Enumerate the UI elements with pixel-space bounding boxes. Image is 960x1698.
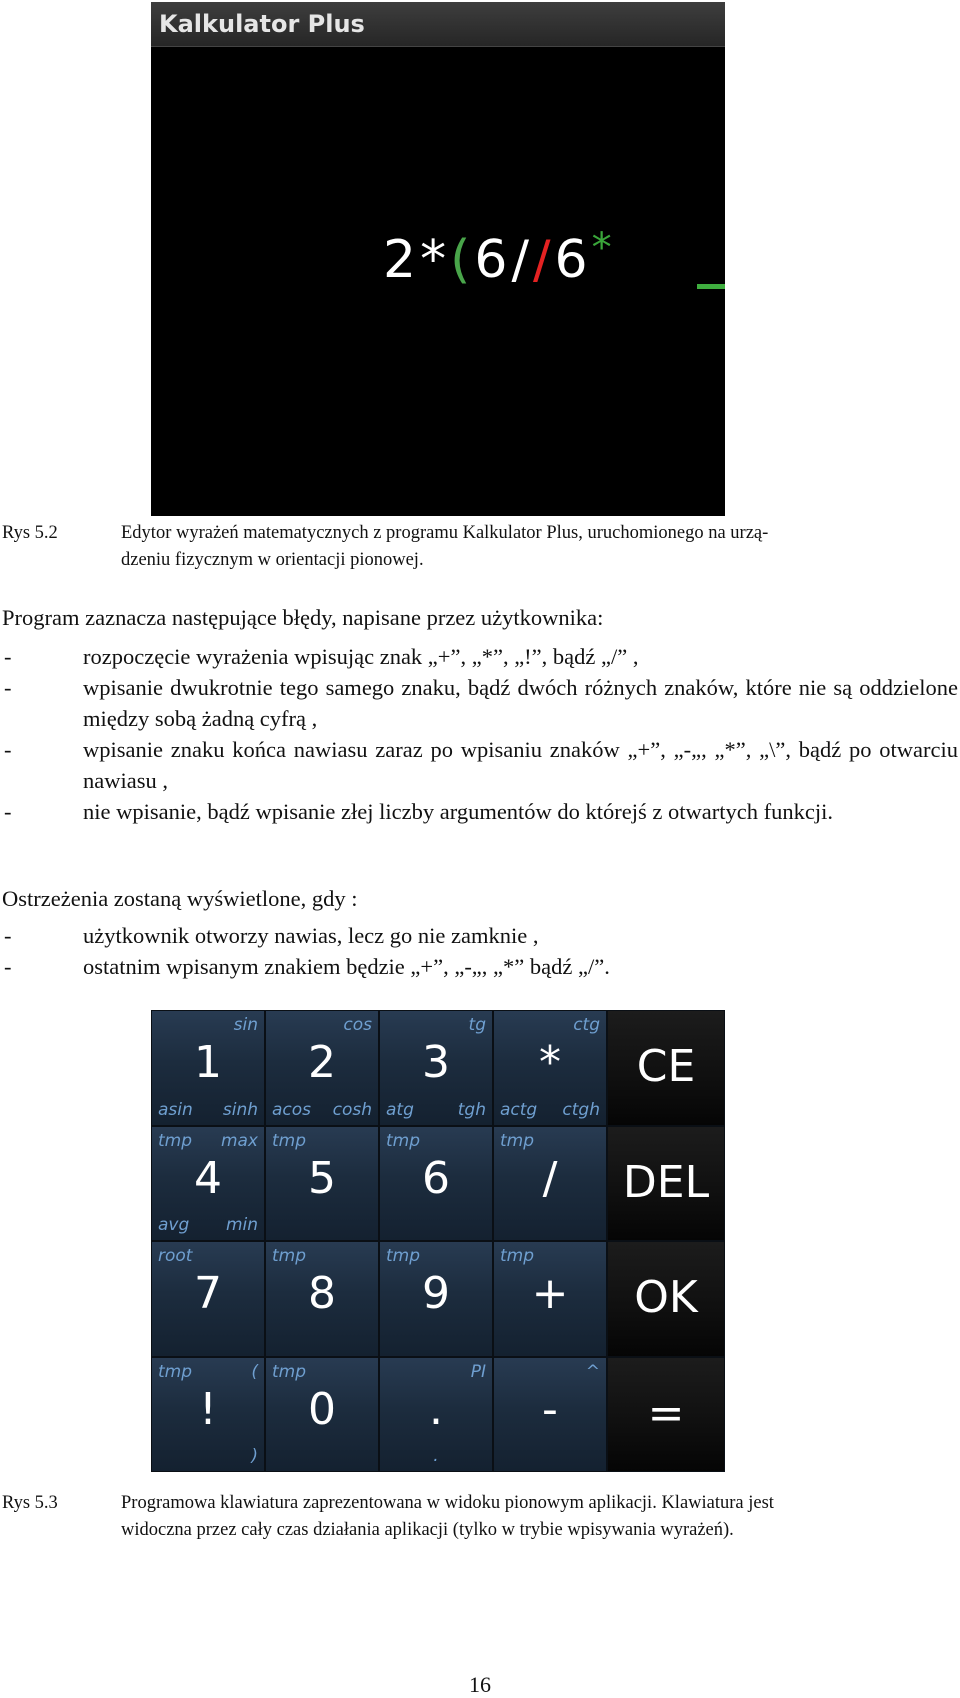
key-divide-button[interactable] <box>493 1126 607 1242</box>
key-label: 0 <box>308 1383 336 1435</box>
text-cursor <box>697 284 725 289</box>
expr-token-warning: * <box>591 225 616 271</box>
key-equals-button[interactable] <box>607 1357 725 1473</box>
key-dot-button[interactable] <box>379 1357 493 1473</box>
expr-token: / <box>511 230 534 290</box>
list-item: - ostatnim wpisanym znakiem będzie „+”, „-„, „*” bądź „/”. <box>4 954 610 979</box>
key-label: - <box>542 1383 558 1435</box>
page-number: 16 <box>469 1672 491 1697</box>
key-secondary-label: . <box>433 1446 439 1466</box>
key-secondary-label: tgh <box>457 1099 486 1120</box>
list-item: - użytkownik otworzy nawias, lecz go nie zamknie , <box>4 923 539 948</box>
key-secondary-label: cos <box>343 1015 372 1035</box>
key-secondary-label: ( <box>251 1361 258 1382</box>
key-secondary-label: ) <box>251 1446 258 1466</box>
expr-token-paren: ( <box>450 230 475 290</box>
key-label: DEL <box>622 1156 710 1208</box>
key-secondary-label: asin <box>158 1099 193 1120</box>
key-secondary-label: ctgh <box>562 1099 600 1120</box>
key-secondary-label: max <box>220 1130 258 1151</box>
list-item-text: ostatnim wpisanym znakiem będzie „+”, „-„, „*” bądź „/”. <box>83 954 610 979</box>
key-secondary-label: sinh <box>222 1099 258 1120</box>
key-secondary-label: tmp <box>158 1361 193 1382</box>
key-4-button[interactable] <box>151 1126 265 1242</box>
expr-token: 6 <box>554 230 592 290</box>
key-secondary-label: tmp <box>158 1130 193 1151</box>
caption-line: dzeniu fizycznym w orientacji pionowej. <box>121 550 424 570</box>
key-3-button[interactable] <box>379 1010 493 1126</box>
key-8-button[interactable] <box>265 1241 379 1357</box>
key-secondary-label: root <box>158 1246 193 1266</box>
key-ok-button[interactable] <box>607 1241 725 1357</box>
key-secondary-label: atg <box>386 1099 414 1120</box>
key-label: 8 <box>308 1268 336 1319</box>
key-secondary-label: min <box>225 1215 258 1235</box>
key-7-button[interactable] <box>151 1241 265 1357</box>
key-label: 3 <box>422 1037 450 1088</box>
warnings-intro: Ostrzeżenia zostaną wyświetlone, gdy : <box>2 886 358 911</box>
caption-line: widoczna przez cały czas działania aplikacji (tylko w trybie wpisywania wyrażeń). <box>121 1520 734 1540</box>
key-label: 7 <box>194 1268 222 1319</box>
caption-number: Rys 5.2 <box>2 523 58 543</box>
calculator-keypad <box>151 1010 725 1472</box>
errors-intro: Program zaznacza następujące błędy, napisane przez użytkownika: <box>2 605 604 630</box>
key-multiply-button[interactable] <box>493 1010 607 1126</box>
key-label: * <box>539 1037 561 1088</box>
expr-token-error: / <box>533 230 555 290</box>
key-label: + <box>531 1268 569 1319</box>
key-label: 4 <box>194 1152 222 1204</box>
key-secondary-label: tmp <box>272 1246 307 1266</box>
key-label: 2 <box>308 1037 336 1088</box>
key-secondary-label: tmp <box>386 1130 421 1151</box>
key-6-button[interactable] <box>379 1126 493 1242</box>
key-9-button[interactable] <box>379 1241 493 1357</box>
key-secondary-label: tmp <box>500 1130 535 1151</box>
key-label: OK <box>634 1272 698 1323</box>
key-label: 9 <box>422 1268 450 1319</box>
expr-token: 2 <box>383 230 421 290</box>
key-label: = <box>647 1387 685 1439</box>
app-title: Kalkulator Plus <box>159 10 365 38</box>
key-5-button[interactable] <box>265 1126 379 1242</box>
expr-token: 6 <box>474 230 512 290</box>
key-label: 5 <box>308 1152 336 1204</box>
caption-line: Edytor wyrażeń matematycznych z programu Kalkulator Plus, uruchomionego na urzą- <box>121 523 769 543</box>
key-plus-button[interactable] <box>493 1241 607 1357</box>
key-label: . <box>429 1383 443 1435</box>
key-2-button[interactable] <box>265 1010 379 1126</box>
key-label: 6 <box>422 1152 450 1204</box>
key-label: / <box>542 1152 558 1204</box>
list-item-text: rozpoczęcie wyrażenia wpisując znak „+”, „*”, „!”, bądź „/” , <box>83 644 639 669</box>
warnings-list <box>2 920 958 982</box>
caption-line: Programowa klawiatura zaprezentowana w widoku pionowym aplikacji. Klawiatura jest <box>121 1493 774 1513</box>
key-secondary-label: sin <box>233 1015 258 1035</box>
key-del-button[interactable] <box>607 1126 725 1242</box>
key-secondary-label: ctg <box>573 1015 600 1035</box>
list-item: - wpisanie dwukrotnie tego samego znaku, bądź dwóch różnych znaków, które nie są oddzielone między sobą żadną cyfrą , <box>4 675 958 731</box>
key-secondary-label: ^ <box>585 1361 600 1382</box>
expression-display[interactable] <box>383 225 616 290</box>
list-item-text: wpisanie znaku końca nawiasu zaraz po wpisaniu znaków „+”, „-„, „*”, „\”, bądź po otwarciu nawiasu , <box>83 737 958 793</box>
app-titlebar <box>151 2 725 47</box>
key-label: CE <box>636 1041 696 1092</box>
key-1-button[interactable] <box>151 1010 265 1126</box>
key-secondary-label: cosh <box>332 1099 372 1120</box>
list-item-text: wpisanie dwukrotnie tego samego znaku, bądź dwóch różnych znaków, które nie są oddzielone między sobą żadną cyfrą , <box>83 675 958 731</box>
key-secondary-label: actg <box>500 1099 538 1120</box>
key-secondary-label: avg <box>158 1215 190 1235</box>
key-minus-button[interactable] <box>493 1357 607 1473</box>
key-secondary-label: acos <box>272 1099 312 1120</box>
key-secondary-label: tmp <box>272 1361 307 1382</box>
key-label: 1 <box>194 1037 222 1088</box>
key-secondary-label: tmp <box>386 1246 421 1266</box>
expr-token: * <box>420 230 451 290</box>
key-secondary-label: PI <box>470 1361 486 1382</box>
list-item-text: nie wpisanie, bądź wpisanie złej liczby argumentów do którejś z otwartych funkcji. <box>83 799 833 824</box>
calculator-screen <box>151 2 725 516</box>
key-label: ! <box>199 1383 217 1435</box>
list-item: - nie wpisanie, bądź wpisanie złej liczby argumentów do którejś z otwartych funkcji. <box>4 799 833 824</box>
key-secondary-label: tg <box>468 1015 486 1035</box>
key-secondary-label: tmp <box>272 1130 307 1151</box>
errors-list <box>2 641 958 827</box>
key-factorial-button[interactable] <box>151 1357 265 1473</box>
list-item: - wpisanie znaku końca nawiasu zaraz po wpisaniu znaków „+”, „-„, „*”, „\”, bądź po otwarciu nawiasu , <box>4 737 958 793</box>
key-0-button[interactable] <box>265 1357 379 1473</box>
list-item: - rozpoczęcie wyrażenia wpisując znak „+”, „*”, „!”, bądź „/” , <box>4 644 639 669</box>
caption-number: Rys 5.3 <box>2 1493 58 1513</box>
key-secondary-label: tmp <box>500 1246 535 1266</box>
list-item-text: użytkownik otworzy nawias, lecz go nie zamknie , <box>83 923 539 948</box>
key-ce-button[interactable] <box>607 1010 725 1126</box>
